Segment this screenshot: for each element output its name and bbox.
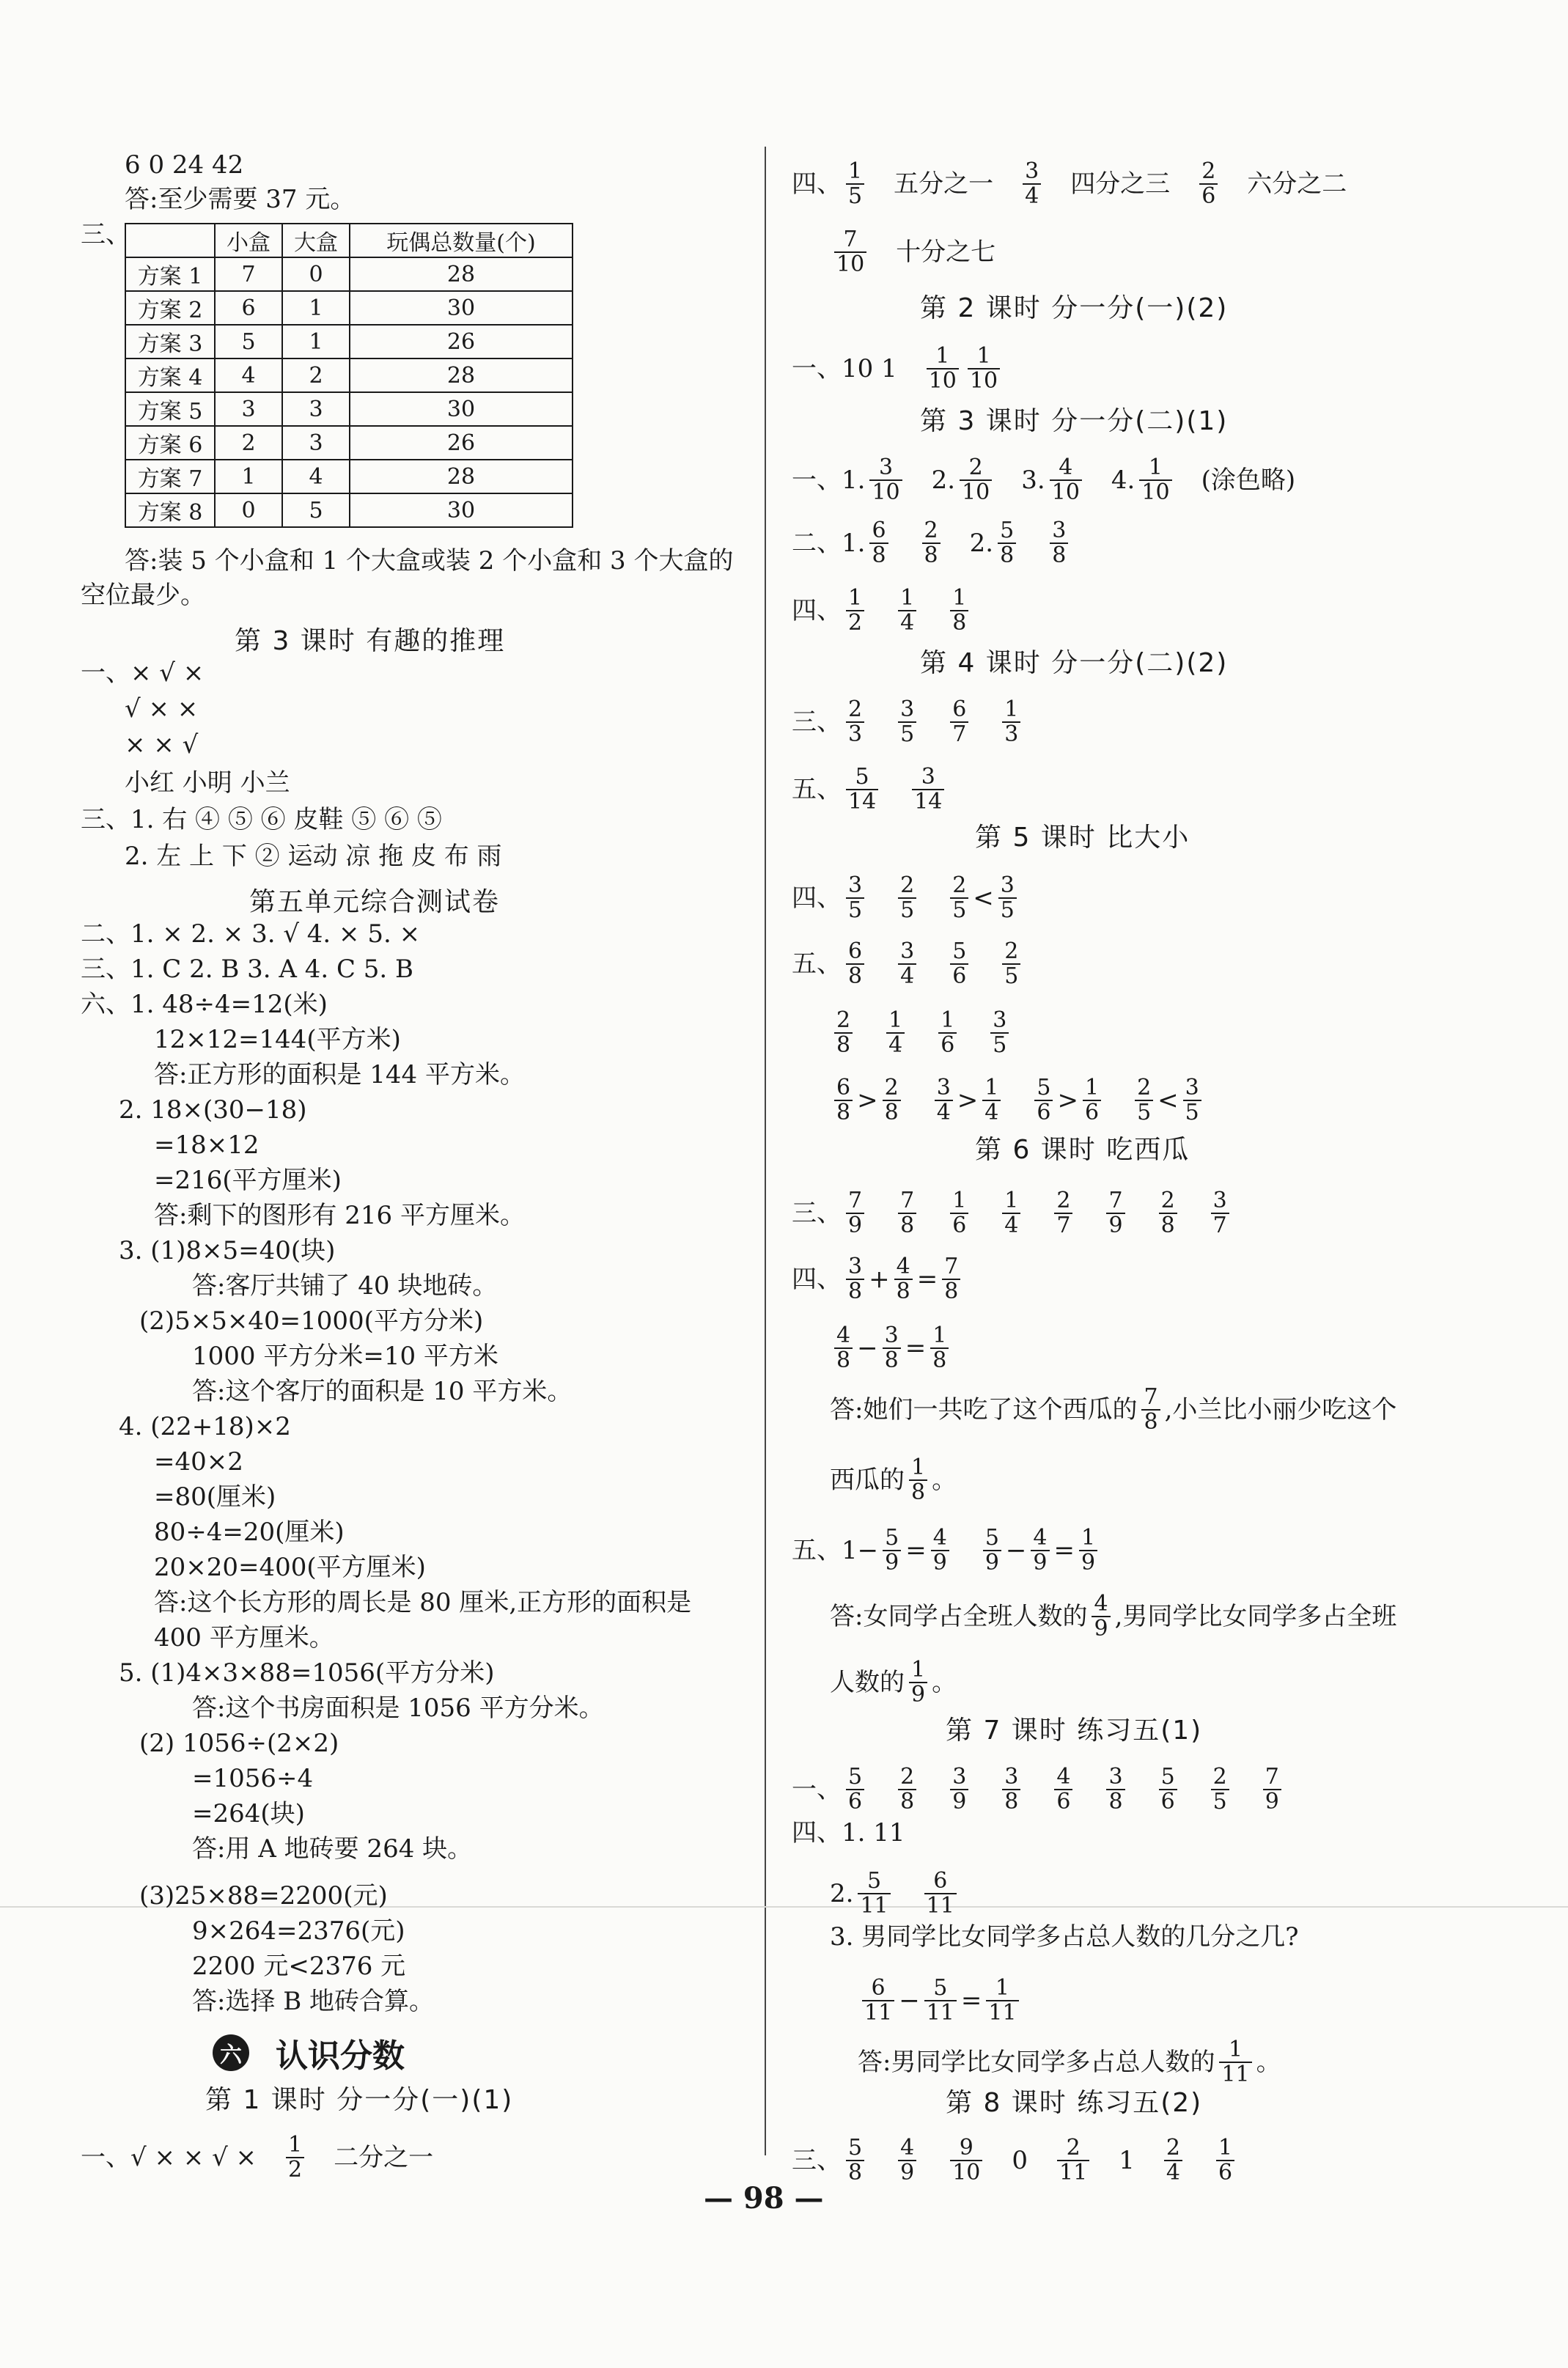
fraction: $\frac{5}{9}$ bbox=[983, 1526, 1001, 1575]
fraction: $\frac{4}{8}$ bbox=[834, 1324, 853, 1372]
unit-title bbox=[213, 2029, 405, 2076]
fraction: $\frac{7}{9}$ bbox=[1106, 1189, 1125, 1238]
text-line: =1056÷4 bbox=[192, 1764, 314, 1793]
text-line: 20×20=400(平方厘米) bbox=[154, 1553, 426, 1582]
fraction-line bbox=[792, 587, 973, 635]
fraction: $\frac{1}{9}$ bbox=[909, 1658, 927, 1707]
answer-marks: 一、√ × × √ × bbox=[81, 2143, 257, 2172]
table-header: 小盒 bbox=[215, 224, 282, 257]
fraction: $\frac{1}{10}$ bbox=[927, 345, 959, 393]
section-heading: 第五单元综合测试卷 bbox=[249, 887, 501, 917]
text-line: 答:这个书房面积是 1056 平方分米。 bbox=[192, 1694, 604, 1723]
text-line: (2)5×5×40=1000(平方分米) bbox=[139, 1306, 484, 1336]
table-cell: 4 bbox=[215, 358, 282, 392]
fraction: $\frac{1}{3}$ bbox=[1002, 698, 1020, 746]
fraction: $\frac{2}{11}$ bbox=[1057, 2136, 1089, 2185]
fraction-words: 十分之七 bbox=[896, 238, 996, 267]
answer-text: 。 bbox=[932, 1466, 957, 1495]
fraction: $\frac{2}{7}$ bbox=[1054, 1189, 1072, 1238]
fraction: $\frac{4}{8}$ bbox=[894, 1255, 913, 1303]
fraction: $\frac{3}{9}$ bbox=[950, 1765, 968, 1814]
table-cell: 方案 1 bbox=[125, 257, 215, 291]
text-line: 1000 平方分米=10 平方米 bbox=[192, 1342, 498, 1371]
fraction-line bbox=[830, 1386, 1396, 1434]
fraction: $\frac{5}{6}$ bbox=[846, 1765, 864, 1814]
fraction: $\frac{1}{6}$ bbox=[938, 1009, 957, 1057]
text-line: (3)25×88=2200(元) bbox=[139, 1881, 388, 1911]
table-header: 玩偶总数量(个) bbox=[350, 224, 573, 257]
column-divider bbox=[765, 147, 766, 2155]
section-label: 五、 bbox=[792, 949, 842, 979]
fraction: $\frac{2}{3}$ bbox=[846, 698, 864, 746]
fraction: $\frac{3}{5}$ bbox=[846, 874, 864, 922]
text-line: 3. 男同学比女同学多占总人数的几分之几? bbox=[830, 1922, 1299, 1952]
fraction: $\frac{7}{9}$ bbox=[846, 1189, 864, 1238]
text-line: 答:客厅共铺了 40 块地砖。 bbox=[192, 1271, 498, 1301]
fraction-words: 四分之三 bbox=[1070, 169, 1171, 199]
table-row bbox=[125, 358, 573, 392]
text-line: 6 0 24 42 bbox=[125, 150, 244, 180]
fraction: $\frac{4}{9}$ bbox=[898, 2136, 916, 2185]
section-heading: 第 3 课时 有趣的推理 bbox=[235, 626, 506, 656]
plan-table bbox=[125, 223, 573, 528]
table-cell: 0 bbox=[215, 493, 282, 527]
text-line: =264(块) bbox=[192, 1799, 305, 1828]
fraction-line: 四、 $\frac{3}{8}$ + $\frac{4}{8}$ = $\frac{7}{8}$ bbox=[792, 1255, 965, 1303]
item-number: 2. bbox=[830, 1879, 854, 1908]
table-header bbox=[125, 224, 215, 257]
table-cell: 3 bbox=[215, 392, 282, 426]
table-cell: 方案 3 bbox=[125, 325, 215, 358]
unit-title-text: 认识分数 bbox=[276, 2037, 405, 2075]
fraction: $\frac{2}{8}$ bbox=[898, 1765, 916, 1814]
section-label: 五、1− bbox=[792, 1536, 879, 1565]
fraction-words: 五分之一 bbox=[894, 169, 994, 199]
answer-text: 答:她们一共吃了这个西瓜的 bbox=[830, 1395, 1138, 1424]
fraction: $\frac{3}{8}$ bbox=[1106, 1765, 1125, 1814]
fraction: $\frac{7}{8}$ bbox=[1141, 1386, 1160, 1434]
fraction: $\frac{1}{11}$ bbox=[986, 1977, 1018, 2025]
fraction: $\frac{3}{4}$ bbox=[935, 1076, 953, 1125]
answer-text: 1 bbox=[1119, 2146, 1135, 2175]
fraction: $\frac{4}{10}$ bbox=[1050, 456, 1082, 504]
fraction: $\frac{5}{6}$ bbox=[950, 940, 968, 988]
text-line: 9×264=2376(元) bbox=[192, 1916, 405, 1946]
text-line: =18×12 bbox=[154, 1130, 260, 1160]
text-line: 4. (22+18)×2 bbox=[119, 1412, 291, 1441]
fraction-line: 五、1− $\frac{5}{9}$ = $\frac{4}{9}$ $\frac{5}{9}$ − $\frac{4}{9}$ = $\frac{1}{9}$ bbox=[792, 1526, 1102, 1575]
answer-text: 。 bbox=[1256, 2048, 1281, 2077]
table-cell: 7 bbox=[215, 257, 282, 291]
item-number: 2. bbox=[969, 529, 994, 558]
text-line: 3. (1)8×5=40(块) bbox=[119, 1236, 336, 1265]
note-text: (涂色略) bbox=[1201, 466, 1296, 495]
fraction: $\frac{7}{10}$ bbox=[834, 228, 866, 276]
text-line: 小红 小明 小兰 bbox=[125, 768, 290, 798]
fraction: $\frac{5}{8}$ bbox=[846, 2136, 864, 2185]
fraction: $\frac{3}{7}$ bbox=[1211, 1189, 1229, 1238]
table-cell: 方案 6 bbox=[125, 426, 215, 460]
section-heading: 第 2 课时 分一分(一)(2) bbox=[920, 293, 1229, 323]
table-row bbox=[125, 460, 573, 493]
fraction: $\frac{1}{11}$ bbox=[1219, 2038, 1251, 2086]
fraction-words: 六分之二 bbox=[1247, 169, 1347, 199]
text-line: 二、1. × 2. × 3. √ 4. × 5. × bbox=[81, 919, 421, 949]
fraction-line bbox=[792, 1189, 1234, 1238]
fraction: $\frac{7}{9}$ bbox=[1263, 1765, 1281, 1814]
fraction: $\frac{1}{4}$ bbox=[1002, 1189, 1020, 1238]
text-line: 答:至少需要 37 元。 bbox=[125, 185, 356, 214]
text-line: 六、1. 48÷4=12(米) bbox=[81, 990, 328, 1019]
table-row bbox=[125, 325, 573, 358]
table-cell: 1 bbox=[215, 460, 282, 493]
table-cell: 28 bbox=[350, 257, 573, 291]
fraction-line bbox=[792, 698, 1025, 746]
table-cell: 1 bbox=[282, 291, 350, 325]
fraction: $\frac{5}{11}$ bbox=[858, 1869, 890, 1918]
fraction: $\frac{6}{11}$ bbox=[924, 1869, 957, 1918]
text-line: 2200 元<2376 元 bbox=[192, 1952, 406, 1981]
table-cell: 26 bbox=[350, 426, 573, 460]
fraction: $\frac{6}{7}$ bbox=[950, 698, 968, 746]
fraction-line bbox=[830, 1592, 1396, 1641]
text-line: =216(平方厘米) bbox=[154, 1166, 342, 1195]
text-line: =80(厘米) bbox=[154, 1482, 276, 1512]
text-line: 2. 18×(30−18) bbox=[119, 1095, 307, 1125]
text-line: 400 平方厘米。 bbox=[154, 1623, 334, 1652]
fraction: $\frac{2}{5}$ bbox=[1135, 1076, 1153, 1125]
text-line: 2. 左 上 下 ② 运动 凉 拖 皮 布 雨 bbox=[125, 842, 502, 871]
answer-text: ,小兰比小丽少吃这个 bbox=[1164, 1395, 1397, 1424]
text-line: 一、× √ × bbox=[81, 658, 205, 688]
unit-number-badge: 六 bbox=[213, 2034, 249, 2071]
fraction: $\frac{1}{6}$ bbox=[950, 1189, 968, 1238]
text-line: 答:这个长方形的周长是 80 厘米,正方形的面积是 bbox=[154, 1588, 692, 1617]
section-label: 三、 bbox=[81, 220, 130, 249]
fraction: $\frac{4}{9}$ bbox=[1092, 1592, 1110, 1641]
fraction: $\frac{2}{5}$ bbox=[1002, 940, 1020, 988]
table-cell: 2 bbox=[282, 358, 350, 392]
text-line: × × √ bbox=[125, 730, 199, 760]
table-cell: 6 bbox=[215, 291, 282, 325]
fraction: $\frac{6}{8}$ bbox=[834, 1076, 853, 1125]
item-number: 2. bbox=[931, 466, 956, 495]
table-cell: 3 bbox=[282, 392, 350, 426]
table-cell: 2 bbox=[215, 426, 282, 460]
fraction: $\frac{1}{10}$ bbox=[1139, 456, 1171, 504]
table-header: 大盒 bbox=[282, 224, 350, 257]
text-line: 12×12=144(平方米) bbox=[154, 1025, 401, 1054]
text-line: 答:剩下的图形有 216 平方厘米。 bbox=[154, 1201, 525, 1230]
table-row bbox=[125, 392, 573, 426]
fraction-line bbox=[792, 456, 1295, 504]
fraction: $\frac{3}{8}$ bbox=[1002, 1765, 1020, 1814]
section-heading: 第 7 课时 练习五(1) bbox=[946, 1716, 1203, 1746]
fraction: $\frac{3}{8}$ bbox=[846, 1255, 864, 1303]
text-line: 80÷4=20(厘米) bbox=[154, 1518, 345, 1547]
text-line: 三、1. 右 ④ ⑤ ⑥ 皮鞋 ⑤ ⑥ ⑤ bbox=[81, 805, 442, 834]
fraction: $\frac{4}{9}$ bbox=[931, 1526, 949, 1575]
fraction: $\frac{1}{2}$ bbox=[846, 587, 864, 635]
fraction-line: 四、 $\frac{3}{5}$ $\frac{2}{5}$ $\frac{2}{5}$ < $\frac{3}{5}$ bbox=[792, 874, 1021, 922]
table-cell: 0 bbox=[282, 257, 350, 291]
answer-text: 西瓜的 bbox=[830, 1466, 905, 1495]
item-number: 3. bbox=[1021, 466, 1045, 495]
section-label: 一、 bbox=[792, 1775, 842, 1804]
fraction-line bbox=[792, 940, 1025, 988]
table-cell: 方案 5 bbox=[125, 392, 215, 426]
fraction: $\frac{1}{10}$ bbox=[968, 345, 1000, 393]
section-heading: 第 6 课时 吃西瓜 bbox=[975, 1135, 1190, 1165]
fraction: $\frac{3}{4}$ bbox=[1023, 160, 1041, 208]
table-cell: 3 bbox=[282, 426, 350, 460]
section-label: 二、1. bbox=[792, 529, 866, 558]
fraction: $\frac{2}{6}$ bbox=[1199, 160, 1218, 208]
table-cell: 28 bbox=[350, 358, 573, 392]
fraction: $\frac{1}{4}$ bbox=[982, 1076, 1001, 1125]
section-label: 一、1. bbox=[792, 466, 866, 495]
fraction: $\frac{2}{8}$ bbox=[1159, 1189, 1177, 1238]
table-cell: 方案 4 bbox=[125, 358, 215, 392]
page-number: — 98 — bbox=[704, 2181, 824, 2216]
text-line: 答:装 5 个小盒和 1 个大盒或装 2 个小盒和 3 个大盒的 bbox=[125, 546, 734, 576]
section-heading: 第 1 课时 分一分(一)(1) bbox=[205, 2085, 514, 2115]
fraction: $\frac{5}{14}$ bbox=[846, 765, 878, 814]
section-label: 三、 bbox=[792, 707, 842, 737]
fraction: $\frac{6}{11}$ bbox=[862, 1977, 894, 2025]
table-cell: 28 bbox=[350, 460, 573, 493]
section-label: 四、 bbox=[792, 1265, 842, 1294]
fraction: $\frac{2}{5}$ bbox=[950, 874, 968, 922]
fraction: $\frac{1}{2}$ bbox=[286, 2133, 304, 2182]
fraction: $\frac{1}{5}$ bbox=[846, 160, 864, 208]
fraction-line bbox=[830, 1456, 957, 1504]
text-line: 5. (1)4×3×88=1056(平方分米) bbox=[119, 1658, 495, 1688]
item-number: 4. bbox=[1111, 466, 1135, 495]
table-cell: 方案 2 bbox=[125, 291, 215, 325]
fraction: $\frac{2}{8}$ bbox=[883, 1076, 901, 1125]
fraction-line: $\frac{4}{8}$ − $\frac{3}{8}$ = $\frac{1}{8}$ bbox=[830, 1320, 953, 1372]
text-line: (2) 1056÷(2×2) bbox=[139, 1729, 339, 1758]
table-header-row bbox=[125, 224, 573, 257]
fraction-line bbox=[792, 765, 949, 814]
fraction: $\frac{4}{6}$ bbox=[1054, 1765, 1072, 1814]
fraction: $\frac{1}{8}$ bbox=[930, 1324, 949, 1372]
fraction: $\frac{9}{10}$ bbox=[950, 2136, 982, 2185]
fraction: $\frac{3}{5}$ bbox=[1183, 1076, 1201, 1125]
table-cell: 方案 7 bbox=[125, 460, 215, 493]
text-line: =40×2 bbox=[154, 1447, 243, 1477]
table-row bbox=[125, 257, 573, 291]
fraction: $\frac{1}{6}$ bbox=[1083, 1076, 1101, 1125]
fraction: $\frac{2}{8}$ bbox=[834, 1009, 853, 1057]
section-heading: 第 4 课时 分一分(二)(2) bbox=[920, 648, 1229, 678]
section-label: 四、 bbox=[792, 169, 842, 199]
fraction: $\frac{3}{8}$ bbox=[883, 1324, 901, 1372]
fraction-line bbox=[830, 1658, 957, 1707]
table-row bbox=[125, 426, 573, 460]
fraction: $\frac{6}{8}$ bbox=[846, 940, 864, 988]
answer-text: 答:男同学比女同学多占总人数的 bbox=[858, 2048, 1215, 2077]
text-line: 空位最少。 bbox=[81, 581, 205, 610]
fraction-line bbox=[792, 519, 1072, 567]
fraction: $\frac{2}{4}$ bbox=[1164, 2136, 1182, 2185]
text-line bbox=[81, 2133, 433, 2182]
fraction-line bbox=[792, 1765, 1286, 1814]
text-line: 答:这个客厅的面积是 10 平方米。 bbox=[192, 1377, 573, 1406]
table-cell: 30 bbox=[350, 392, 573, 426]
fraction: $\frac{7}{8}$ bbox=[942, 1255, 960, 1303]
text-line: √ × × bbox=[125, 694, 199, 724]
section-label: 三、 bbox=[792, 1199, 842, 1228]
fraction: $\frac{5}{11}$ bbox=[924, 1977, 957, 2025]
answer-text: ,男同学比女同学多占全班 bbox=[1114, 1602, 1397, 1631]
fraction-line bbox=[830, 1869, 961, 1918]
fraction: $\frac{3}{14}$ bbox=[912, 765, 944, 814]
text-line: 答:用 A 地砖要 264 块。 bbox=[192, 1834, 473, 1864]
fraction-line bbox=[792, 2136, 1239, 2185]
table-cell: 4 bbox=[282, 460, 350, 493]
text-line: 三、1. C 2. B 3. A 4. C 5. B bbox=[81, 955, 414, 984]
fraction: $\frac{1}{8}$ bbox=[950, 587, 968, 635]
fraction: $\frac{7}{8}$ bbox=[898, 1189, 916, 1238]
section-label: 三、 bbox=[792, 2146, 842, 2175]
fraction-line bbox=[792, 160, 1347, 208]
fraction: $\frac{6}{8}$ bbox=[869, 519, 888, 567]
table-cell: 方案 8 bbox=[125, 493, 215, 527]
fraction: $\frac{5}{6}$ bbox=[1034, 1076, 1053, 1125]
fraction: $\frac{5}{6}$ bbox=[1159, 1765, 1177, 1814]
table-row bbox=[125, 493, 573, 527]
fraction-line bbox=[830, 224, 995, 276]
table-cell: 5 bbox=[215, 325, 282, 358]
text-line: 答:正方形的面积是 144 平方米。 bbox=[154, 1060, 525, 1089]
fraction: $\frac{2}{8}$ bbox=[922, 519, 941, 567]
section-label: 四、 bbox=[792, 596, 842, 625]
table-cell: 26 bbox=[350, 325, 573, 358]
fraction: $\frac{1}{4}$ bbox=[898, 587, 916, 635]
fraction: $\frac{1}{4}$ bbox=[886, 1009, 905, 1057]
fraction-line: $\frac{6}{11}$ − $\frac{5}{11}$ = $\frac{1}{11}$ bbox=[858, 1972, 1023, 2025]
fraction: $\frac{3}{4}$ bbox=[898, 940, 916, 988]
table-cell: 30 bbox=[350, 291, 573, 325]
text-line: 四、1. 11 bbox=[792, 1818, 905, 1847]
answer-text: 人数的 bbox=[830, 1668, 905, 1697]
table-cell: 5 bbox=[282, 493, 350, 527]
answer-text: 0 bbox=[1012, 2146, 1028, 2175]
section-heading: 第 3 课时 分一分(二)(1) bbox=[920, 406, 1229, 436]
fraction: $\frac{2}{5}$ bbox=[898, 874, 916, 922]
fraction: $\frac{2}{5}$ bbox=[1211, 1765, 1229, 1814]
section-heading: 第 5 课时 比大小 bbox=[975, 823, 1190, 853]
section-label: 五、 bbox=[792, 775, 842, 804]
table-cell: 1 bbox=[282, 325, 350, 358]
answer-text: 答:女同学占全班人数的 bbox=[830, 1602, 1088, 1631]
fraction: $\frac{2}{10}$ bbox=[960, 456, 992, 504]
fraction: $\frac{1}{8}$ bbox=[909, 1456, 927, 1504]
fraction: $\frac{3}{8}$ bbox=[1050, 519, 1068, 567]
fraction: $\frac{1}{9}$ bbox=[1079, 1526, 1097, 1575]
answer-text: 。 bbox=[932, 1668, 957, 1697]
fraction-line: $\frac{6}{8}$ > $\frac{2}{8}$ $\frac{3}{4}$ > $\frac{1}{4}$ $\frac{5}{6}$ > $\frac{1}{6}$ $\frac{2}{5}$ < $\frac{3}{5}$ bbox=[830, 1072, 1206, 1125]
fraction: $\frac{3}{10}$ bbox=[869, 456, 902, 504]
fraction: $\frac{3}{5}$ bbox=[898, 698, 916, 746]
fraction: $\frac{1}{6}$ bbox=[1216, 2136, 1234, 2185]
fraction-line bbox=[830, 1004, 1013, 1057]
fraction: $\frac{5}{8}$ bbox=[998, 519, 1016, 567]
section-heading: 第 8 课时 练习五(2) bbox=[946, 2088, 1203, 2118]
text-line: 答:选择 B 地砖合算。 bbox=[192, 1987, 435, 2016]
section-label: 四、 bbox=[792, 883, 842, 913]
fraction: $\frac{3}{5}$ bbox=[998, 874, 1017, 922]
fraction: $\frac{5}{9}$ bbox=[883, 1526, 901, 1575]
table-row bbox=[125, 291, 573, 325]
table-cell: 30 bbox=[350, 493, 573, 527]
fraction-line bbox=[858, 2038, 1281, 2086]
fraction-line bbox=[792, 345, 1004, 393]
answer-text: 一、10 1 bbox=[792, 354, 897, 383]
fraction: $\frac{4}{9}$ bbox=[1031, 1526, 1049, 1575]
fraction-words: 二分之一 bbox=[334, 2143, 434, 2172]
fraction: $\frac{3}{5}$ bbox=[990, 1009, 1009, 1057]
